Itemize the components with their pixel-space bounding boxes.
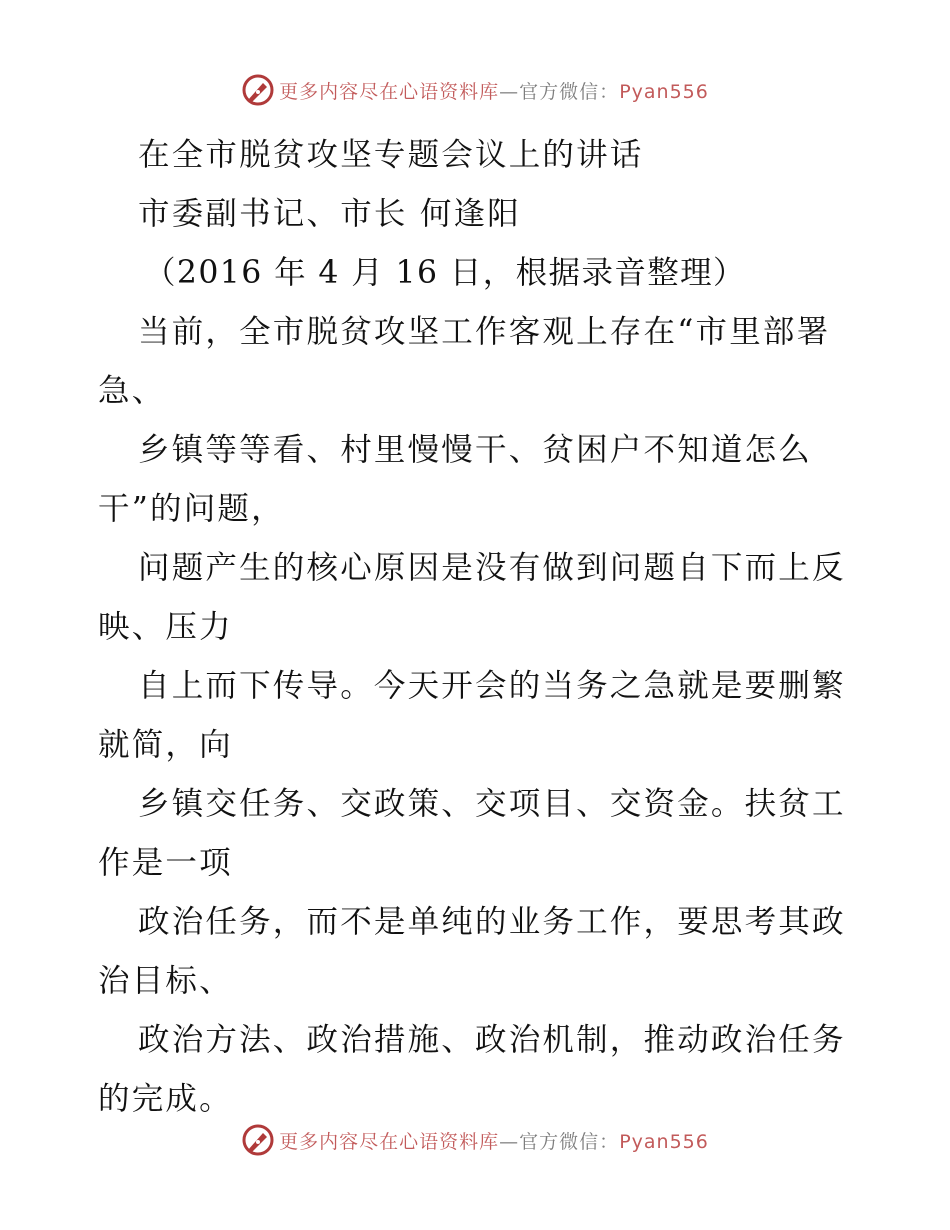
text-line: 治目标、 bbox=[98, 963, 233, 999]
text-line: 急、 bbox=[98, 373, 166, 409]
text-line: 的完成。 bbox=[98, 1081, 233, 1117]
document-body bbox=[98, 126, 858, 1129]
text-line: 自上而下传导。今天开会的当务之急就是要删繁 bbox=[138, 668, 846, 704]
watermark-text: 更多内容尽在心语资料库—官方微信：Pyan556 bbox=[279, 1130, 709, 1153]
text-line: 乡镇等等看、村里慢慢干、贫困户不知道怎么 bbox=[138, 432, 813, 468]
footer-watermark-banner bbox=[0, 1122, 950, 1158]
text-line: 当前，全市脱贫攻坚工作客观上存在“市里部署 bbox=[138, 314, 831, 350]
document-paragraph bbox=[98, 303, 858, 1129]
text-line: 干”的问题， bbox=[98, 491, 285, 527]
text-line: 就简，向 bbox=[98, 727, 233, 763]
text-line: 映、压力 bbox=[98, 609, 233, 645]
pen-nib-circle-icon bbox=[241, 1123, 275, 1157]
document-title: 在全市脱贫攻坚专题会议上的讲话 bbox=[138, 137, 644, 173]
text-line: 政治方法、政治措施、政治机制，推动政治任务 bbox=[138, 1022, 846, 1058]
text-line: 政治任务，而不是单纯的业务工作，要思考其政 bbox=[138, 904, 846, 940]
document-date-note: （2016 年 4 月 16 日，根据录音整理） bbox=[144, 255, 746, 291]
header-watermark-banner bbox=[0, 72, 950, 108]
document-author: 市委副书记、市长 何逢阳 bbox=[138, 196, 521, 232]
pen-nib-circle-icon bbox=[241, 73, 275, 107]
text-line: 问题产生的核心原因是没有做到问题自下而上反 bbox=[138, 550, 846, 586]
text-line: 作是一项 bbox=[98, 845, 233, 881]
text-line: 乡镇交任务、交政策、交项目、交资金。扶贫工 bbox=[138, 786, 846, 822]
watermark-text: 更多内容尽在心语资料库—官方微信：Pyan556 bbox=[279, 80, 709, 103]
